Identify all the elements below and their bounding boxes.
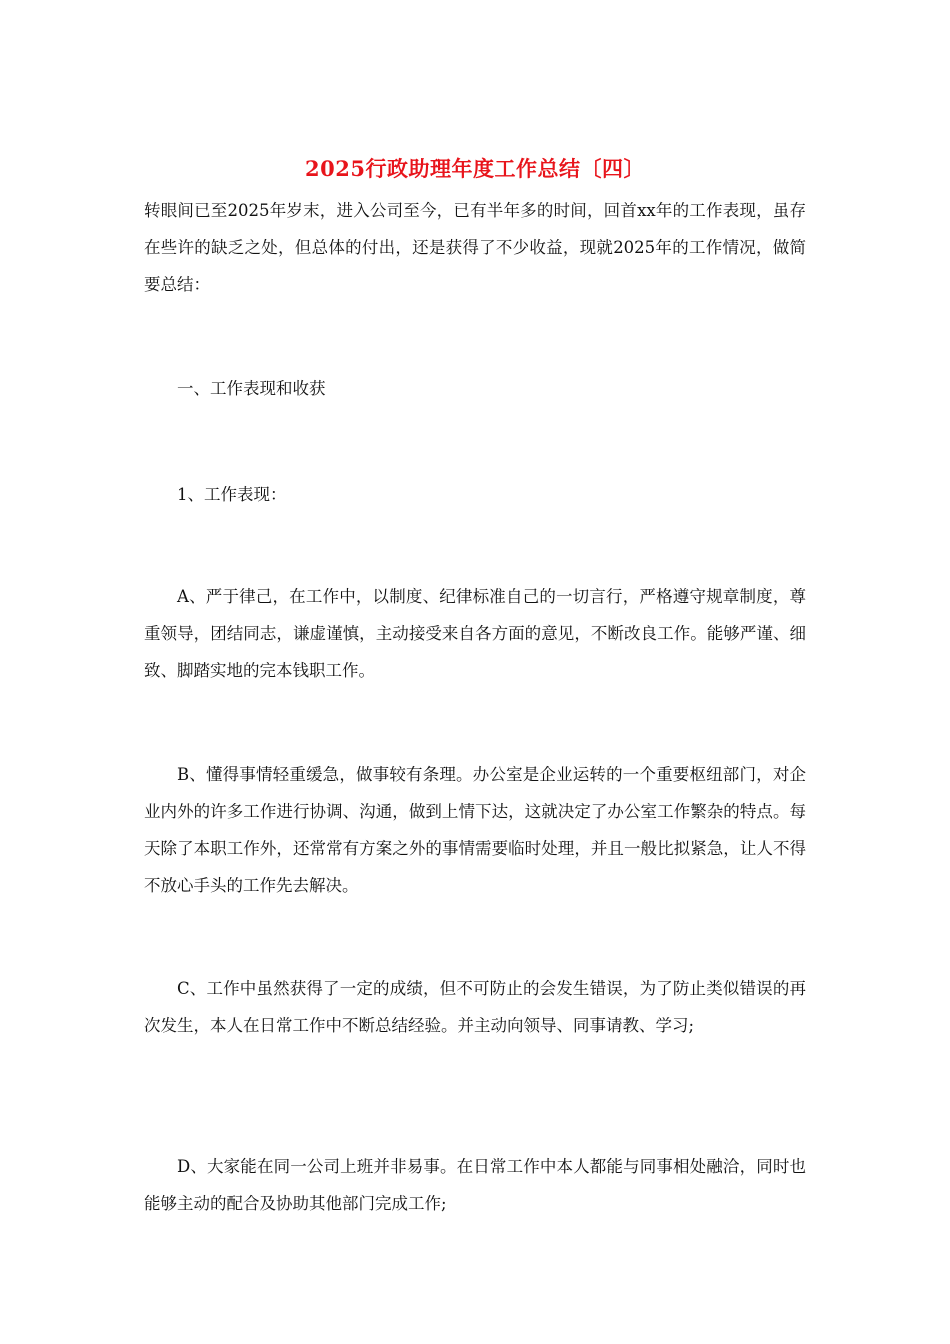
item-paragraph-b: B、懂得事情轻重缓急，做事较有条理。办公室是企业运转的一个重要枢纽部门，对企业内外的许多工作进行协调、沟通，做到上情下达，这就决定了办公室工作繁杂的特点。每天除了本职工作外，还常常有方案之外的事情需要临时处理，并且一般比拟紧急，让人不得不放心手头的工作先去解决。 — [144, 765, 806, 895]
intro-paragraph: 转眼间已至2025年岁末，进入公司至今，已有半年多的时间，回首xx年的工作表现，虽存在些许的缺乏之处，但总体的付出，还是获得了不少收益，现就2025年的工作情况，做简要总结： — [144, 201, 806, 294]
item-paragraph-c: C、工作中虽然获得了一定的成绩，但不可防止的会发生错误，为了防止类似错误的再次发生，本人在日常工作中不断总结经验。并主动向领导、同事请教、学习; — [144, 979, 806, 1035]
subsection-heading: 1、工作表现： — [177, 485, 287, 504]
section-heading: 一、工作表现和收获 — [177, 379, 326, 398]
item-paragraph-a: A、严于律己，在工作中，以制度、纪律标准自己的一切言行，严格遵守规章制度，尊重领导，团结同志，谦虚谨慎，主动接受来自各方面的意见，不断改良工作。能够严谨、细致、脚踏实地的完本钱职工作。 — [144, 587, 806, 680]
document-title: 2025行政助理年度工作总结〔四〕 — [305, 156, 645, 181]
item-paragraph-d: D、大家能在同一公司上班并非易事。在日常工作中本人都能与同事相处融洽，同时也能够主动的配合及协助其他部门完成工作; — [144, 1157, 806, 1213]
